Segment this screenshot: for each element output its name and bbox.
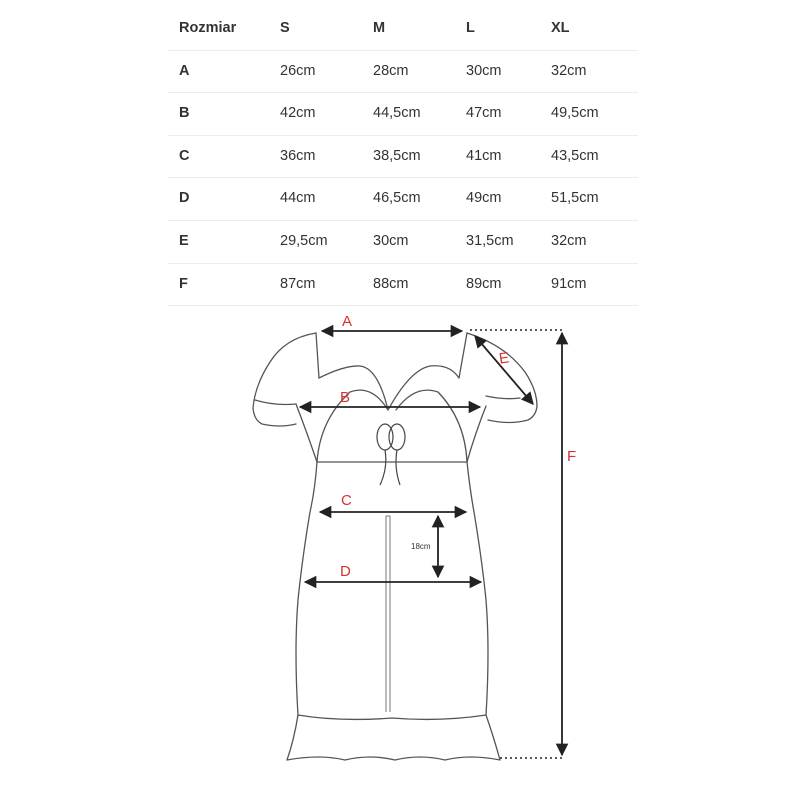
row-label: F [179, 275, 188, 292]
table-cell: 43,5cm [551, 147, 599, 164]
table-cell: 32cm [551, 232, 587, 249]
table-cell: 41cm [466, 147, 502, 164]
table-cell: 32cm [551, 62, 587, 79]
header-m: M [373, 20, 386, 36]
table-cell: 42cm [280, 105, 316, 122]
table-cell: 88cm [373, 275, 409, 292]
header-size: Rozmiar [179, 20, 237, 36]
table-cell: 46,5cm [373, 190, 421, 207]
label-a: A [342, 313, 353, 330]
table-cell: 30cm [466, 62, 502, 79]
label-e: E [497, 349, 511, 368]
table-cell: 87cm [280, 275, 316, 292]
label-f: F [567, 448, 577, 465]
table-cell: 30cm [373, 232, 409, 249]
row-label: E [179, 232, 189, 249]
row-label: C [179, 147, 190, 164]
header-l: L [466, 20, 475, 36]
table-cell: 91cm [551, 275, 587, 292]
label-c: C [341, 492, 352, 509]
row-label: B [179, 105, 190, 122]
label-slit-length: 18cm [411, 542, 431, 551]
front-tie-detail [377, 424, 405, 485]
table-cell: 44,5cm [373, 105, 421, 122]
table-cell: 89cm [466, 275, 502, 292]
table-cell: 49,5cm [551, 105, 599, 122]
table-cell: 28cm [373, 62, 409, 79]
table-cell: 47cm [466, 105, 502, 122]
table-cell: 44cm [280, 190, 316, 207]
header-xl: XL [551, 20, 570, 36]
table-cell: 31,5cm [466, 232, 514, 249]
table-cell: 29,5cm [280, 232, 328, 249]
row-label: A [179, 62, 190, 79]
header-s: S [280, 20, 290, 36]
guide-lines [470, 330, 562, 758]
table-cell: 38,5cm [373, 147, 421, 164]
table-cell: 26cm [280, 62, 316, 79]
table-cell: 51,5cm [551, 190, 599, 207]
label-d: D [340, 563, 351, 580]
center-zipper [386, 516, 390, 712]
label-b: B [340, 389, 351, 406]
row-label: D [179, 190, 190, 207]
dress-outline [253, 333, 537, 760]
table-cell: 49cm [466, 190, 502, 207]
table-cell: 36cm [280, 147, 316, 164]
